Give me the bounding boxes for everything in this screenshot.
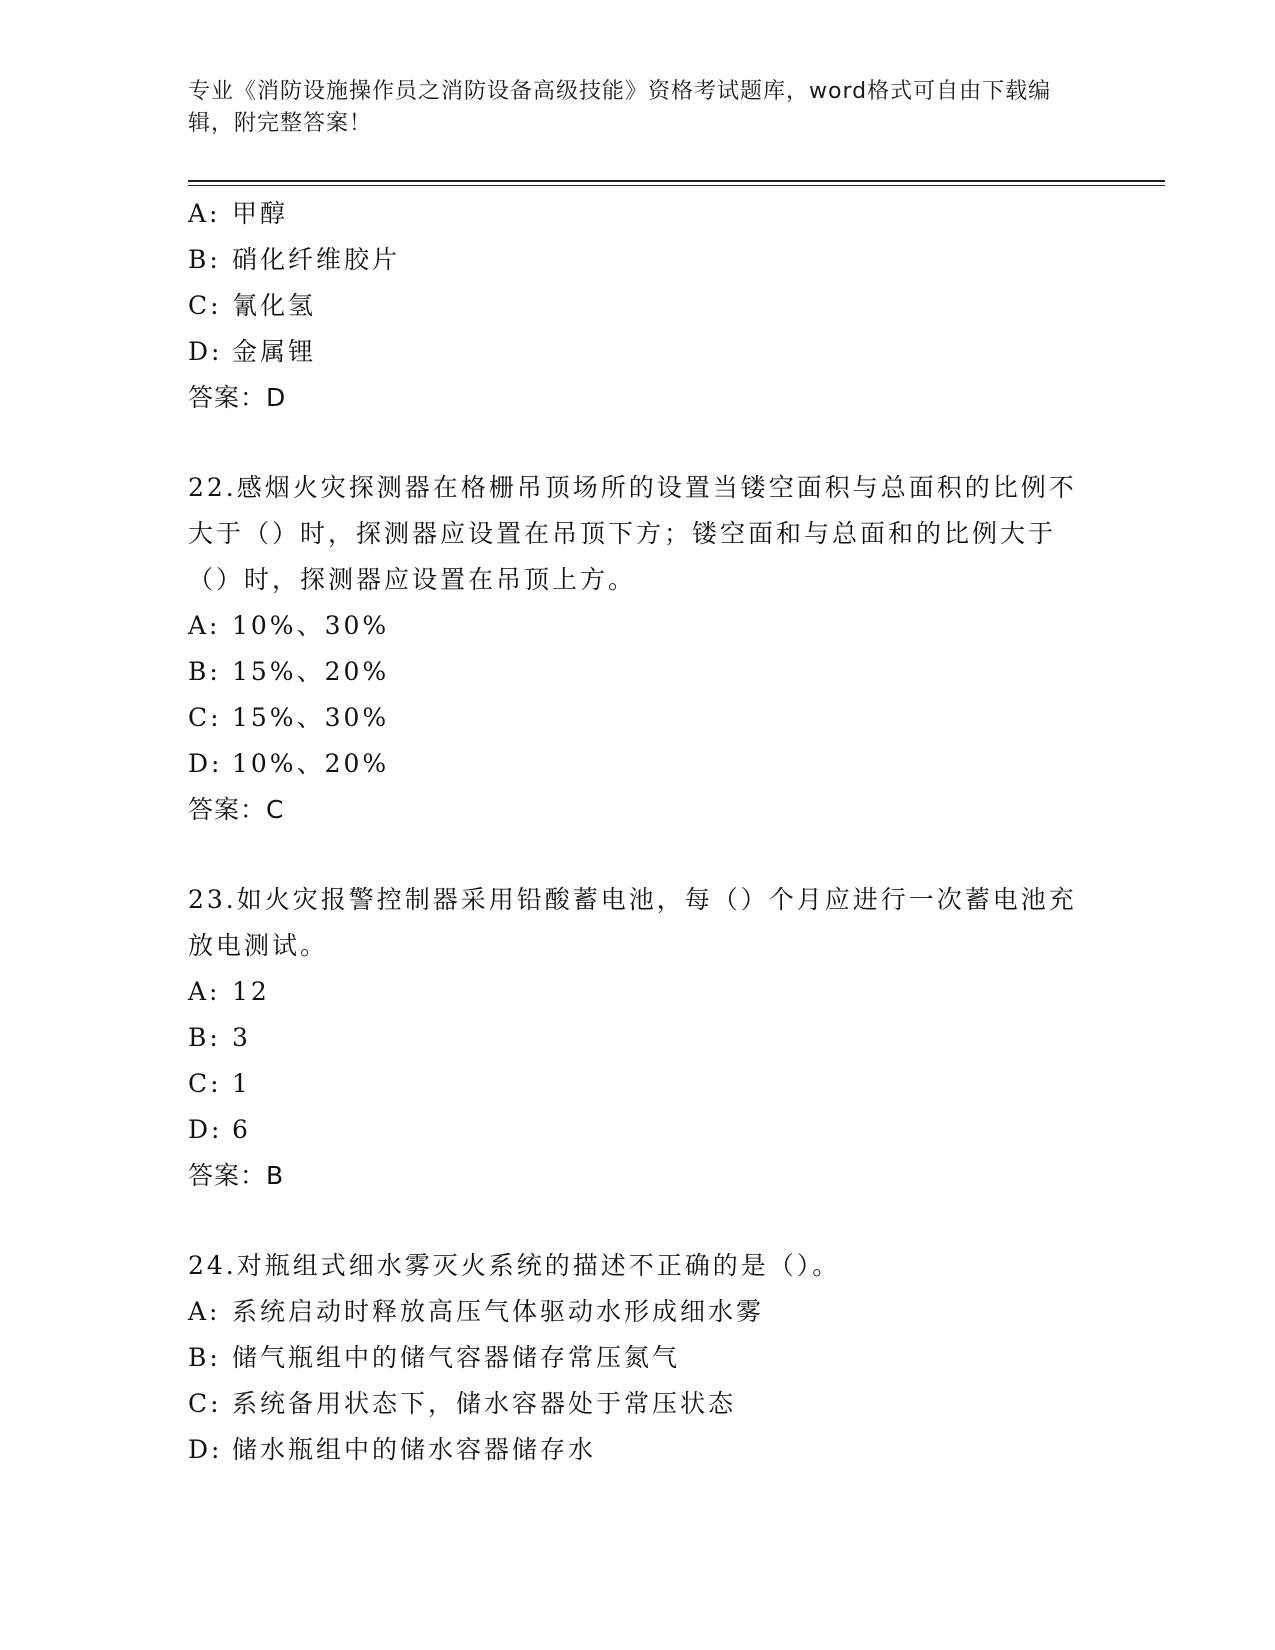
option-letter: D:	[188, 1435, 223, 1464]
option-text: 15%、20%	[232, 657, 390, 686]
answer-line: 答案：D	[188, 383, 287, 412]
option-c	[188, 283, 1088, 329]
option-letter: A:	[188, 977, 221, 1006]
document-header	[188, 76, 1068, 140]
option-text: 系统启动时释放高压气体驱动水形成细水雾	[232, 1297, 765, 1326]
option-letter: C:	[188, 1389, 222, 1418]
question-22	[188, 465, 1088, 833]
option-text: 系统备用状态下，储水容器处于常压状态	[232, 1389, 737, 1418]
option-a	[188, 191, 1088, 237]
question-24	[188, 1243, 1088, 1473]
option-text: 10%、30%	[232, 611, 390, 640]
option-b	[188, 1015, 1088, 1061]
option-a	[188, 603, 1088, 649]
option-letter: B:	[188, 1023, 221, 1052]
option-letter: D:	[188, 749, 223, 778]
question-stem: 23.如火灾报警控制器采用铅酸蓄电池，每（）个月应进行一次蓄电池充放电测试。	[188, 885, 1077, 960]
option-text: 储水瓶组中的储水容器储存水	[232, 1435, 597, 1464]
header-text: 专业《消防设施操作员之消防设备高级技能》资格考试题库，word格式可自由下载编辑，附完整答案！	[188, 79, 1052, 136]
option-text: 金属锂	[232, 337, 317, 366]
option-text: 6	[232, 1115, 251, 1144]
option-letter: A:	[188, 1297, 221, 1326]
option-d	[188, 329, 1088, 375]
option-b	[188, 649, 1088, 695]
option-letter: A:	[188, 611, 221, 640]
option-letter: A:	[188, 199, 221, 228]
option-text: 12	[232, 977, 270, 1006]
option-a	[188, 1289, 1088, 1335]
option-a	[188, 969, 1088, 1015]
option-d	[188, 741, 1088, 787]
question-21-continued	[188, 191, 1088, 421]
option-c	[188, 1381, 1088, 1427]
option-letter: B:	[188, 657, 221, 686]
option-letter: C:	[188, 1069, 222, 1098]
option-text: 15%、30%	[232, 703, 390, 732]
option-letter: C:	[188, 291, 222, 320]
question-23	[188, 877, 1088, 1199]
document-body	[188, 191, 1088, 1473]
option-d	[188, 1107, 1088, 1153]
question-stem: 22.感烟火灾探测器在格栅吊顶场所的设置当镂空面积与总面积的比例不大于（）时，探测器应设置在吊顶下方；镂空面和与总面和的比例大于（）时，探测器应设置在吊顶上方。	[188, 473, 1077, 594]
option-b	[188, 1335, 1088, 1381]
option-text: 10%、20%	[232, 749, 390, 778]
header-divider-thick	[188, 180, 1165, 182]
option-letter: C:	[188, 703, 222, 732]
option-text: 3	[232, 1023, 251, 1052]
option-d	[188, 1427, 1088, 1473]
option-c	[188, 1061, 1088, 1107]
answer-line: 答案：C	[188, 795, 285, 824]
option-letter: D:	[188, 1115, 223, 1144]
option-text: 甲醇	[232, 199, 289, 228]
option-text: 氰化氢	[232, 291, 317, 320]
option-letter: D:	[188, 337, 223, 366]
option-b	[188, 237, 1088, 283]
option-letter: B:	[188, 245, 221, 274]
answer-line: 答案：B	[188, 1161, 285, 1190]
option-text: 硝化纤维胶片	[232, 245, 401, 274]
header-divider-thin	[188, 185, 1165, 186]
option-c	[188, 695, 1088, 741]
option-text: 储气瓶组中的储气容器储存常压氮气	[232, 1343, 681, 1372]
option-text: 1	[232, 1069, 251, 1098]
option-letter: B:	[188, 1343, 221, 1372]
question-stem: 24.对瓶组式细水雾灭火系统的描述不正确的是（）。	[188, 1251, 841, 1280]
